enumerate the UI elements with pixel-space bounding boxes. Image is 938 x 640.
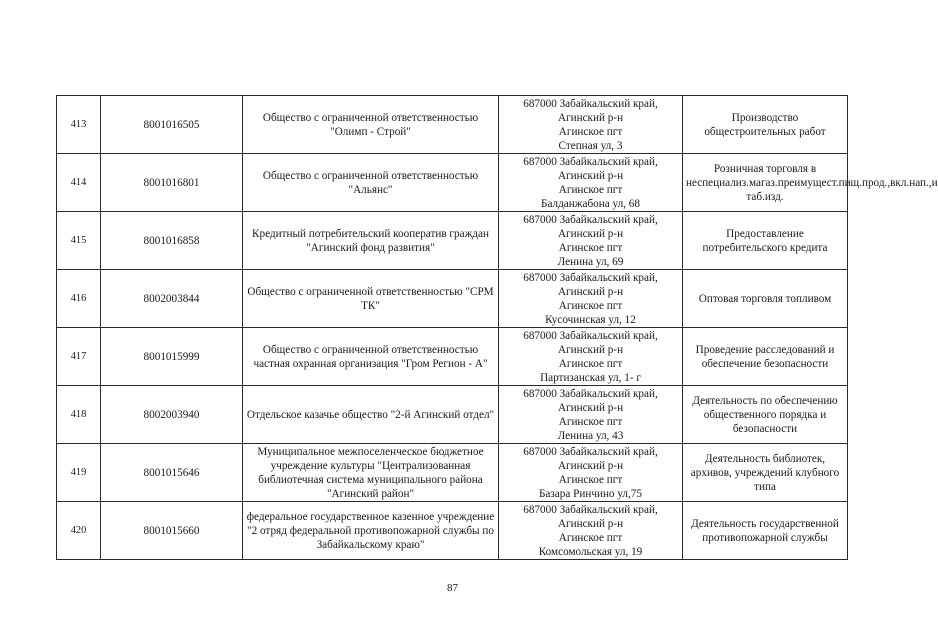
address-line: Агинское пгт bbox=[558, 473, 623, 486]
row-number: 416 bbox=[57, 270, 101, 328]
table-row bbox=[57, 444, 848, 502]
address-line: Балданжабона ул, 68 bbox=[541, 197, 640, 210]
address-line: Агинское пгт bbox=[558, 415, 623, 428]
address-line: Комсомольская ул, 19 bbox=[538, 545, 643, 558]
address-line: 687000 Забайкальский край, bbox=[523, 97, 658, 110]
address-line: Агинский р-н bbox=[557, 285, 624, 298]
inn-cell: 8001015999 bbox=[101, 328, 243, 386]
address-cell bbox=[499, 96, 683, 154]
address-cell bbox=[499, 444, 683, 502]
organization-name-cell: федеральное государственное казенное учреждение "2 отряд федеральной противопожарной службы по Забайкальскому краю" bbox=[243, 502, 499, 560]
organizations-table-body bbox=[57, 96, 938, 560]
address-line: Степная ул, 3 bbox=[558, 139, 623, 152]
table-row bbox=[57, 386, 848, 444]
address-line: Агинское пгт bbox=[558, 125, 623, 138]
activity-cell: Деятельность государственной противопожарной службы bbox=[683, 502, 848, 560]
address-line: Агинское пгт bbox=[558, 299, 623, 312]
organization-name-cell: Общество с ограниченной ответственностью "СРМ ТК" bbox=[243, 270, 499, 328]
address-line: Базара Ринчино ул,75 bbox=[539, 487, 642, 500]
inn-cell: 8001015646 bbox=[101, 444, 243, 502]
address-line: Ленина ул, 43 bbox=[557, 429, 624, 442]
address-line: 687000 Забайкальский край, bbox=[523, 387, 658, 400]
address-line: Агинское пгт bbox=[558, 183, 623, 196]
address-cell bbox=[499, 212, 683, 270]
organization-name-cell: Общество с ограниченной ответственностью частная охранная организация "Гром Регион - А" bbox=[243, 328, 499, 386]
table-row bbox=[57, 96, 848, 154]
row-number: 420 bbox=[57, 502, 101, 560]
address-line: Ленина ул, 69 bbox=[557, 255, 624, 268]
table-row bbox=[57, 212, 848, 270]
address-line: Агинский р-н bbox=[557, 401, 624, 414]
address-line: 687000 Забайкальский край, bbox=[523, 213, 658, 226]
address-cell bbox=[499, 270, 683, 328]
address-line: 687000 Забайкальский край, bbox=[523, 271, 658, 284]
table-row bbox=[57, 502, 848, 560]
organization-name-cell: Общество с ограниченной ответственностью "Альянс" bbox=[243, 154, 499, 212]
address-cell bbox=[499, 328, 683, 386]
activity-cell: Предоставление потребительского кредита bbox=[683, 212, 848, 270]
table-row bbox=[57, 270, 848, 328]
activity-cell: Деятельность библиотек, архивов, учреждений клубного типа bbox=[683, 444, 848, 502]
activity-cell: Оптовая торговля топливом bbox=[683, 270, 848, 328]
activity-cell: Производство общестроительных работ bbox=[683, 96, 848, 154]
inn-cell: 8002003844 bbox=[101, 270, 243, 328]
address-line: Агинский р-н bbox=[557, 343, 624, 356]
address-line: 687000 Забайкальский край, bbox=[523, 445, 658, 458]
inn-cell: 8001016858 bbox=[101, 212, 243, 270]
row-number: 417 bbox=[57, 328, 101, 386]
address-line: 687000 Забайкальский край, bbox=[523, 155, 658, 168]
inn-cell: 8002003940 bbox=[101, 386, 243, 444]
address-cell bbox=[499, 386, 683, 444]
address-line: Партизанская ул, 1- г bbox=[540, 371, 641, 384]
row-number: 413 bbox=[57, 96, 101, 154]
organization-name-cell: Общество с ограниченной ответственностью "Олимп - Строй" bbox=[243, 96, 499, 154]
address-line: 687000 Забайкальский край, bbox=[523, 329, 658, 342]
organization-name-cell: Отдельское казачье общество "2-й Агинский отдел" bbox=[243, 386, 499, 444]
address-line: Агинский р-н bbox=[557, 227, 624, 240]
address-line: Агинский р-н bbox=[557, 111, 624, 124]
inn-cell: 8001016505 bbox=[101, 96, 243, 154]
address-line: Агинское пгт bbox=[558, 357, 623, 370]
row-number: 419 bbox=[57, 444, 101, 502]
row-number: 418 bbox=[57, 386, 101, 444]
activity-cell: Деятельность по обеспечению общественного порядка и безопасности bbox=[683, 386, 848, 444]
address-line: Агинское пгт bbox=[558, 241, 623, 254]
table-row bbox=[57, 154, 848, 212]
activity-cell: Розничная торговля в неспециализ.магаз.преимущест.пищ.прод.,вкл.нап.,и таб.изд. bbox=[683, 154, 848, 212]
inn-cell: 8001016801 bbox=[101, 154, 243, 212]
organizations-table bbox=[56, 95, 938, 560]
organization-name-cell: Муниципальное межпоселенческое бюджетное учреждение культуры "Централизованная библиотечная система муниципального района "Агинский район" bbox=[243, 444, 499, 502]
address-line: Агинский р-н bbox=[557, 169, 624, 182]
address-line: Кусочинская ул, 12 bbox=[545, 313, 636, 326]
activity-cell: Проведение расследований и обеспечение безопасности bbox=[683, 328, 848, 386]
address-line: Агинский р-н bbox=[557, 459, 624, 472]
address-line: 687000 Забайкальский край, bbox=[523, 503, 658, 516]
address-line: Агинское пгт bbox=[558, 531, 623, 544]
row-number: 415 bbox=[57, 212, 101, 270]
table-row bbox=[57, 328, 848, 386]
address-cell bbox=[499, 154, 683, 212]
address-cell bbox=[499, 502, 683, 560]
page-number: 87 bbox=[447, 582, 458, 594]
inn-cell: 8001015660 bbox=[101, 502, 243, 560]
row-number: 414 bbox=[57, 154, 101, 212]
organization-name-cell: Кредитный потребительский кооператив граждан "Агинский фонд развития" bbox=[243, 212, 499, 270]
address-line: Агинский р-н bbox=[557, 517, 624, 530]
